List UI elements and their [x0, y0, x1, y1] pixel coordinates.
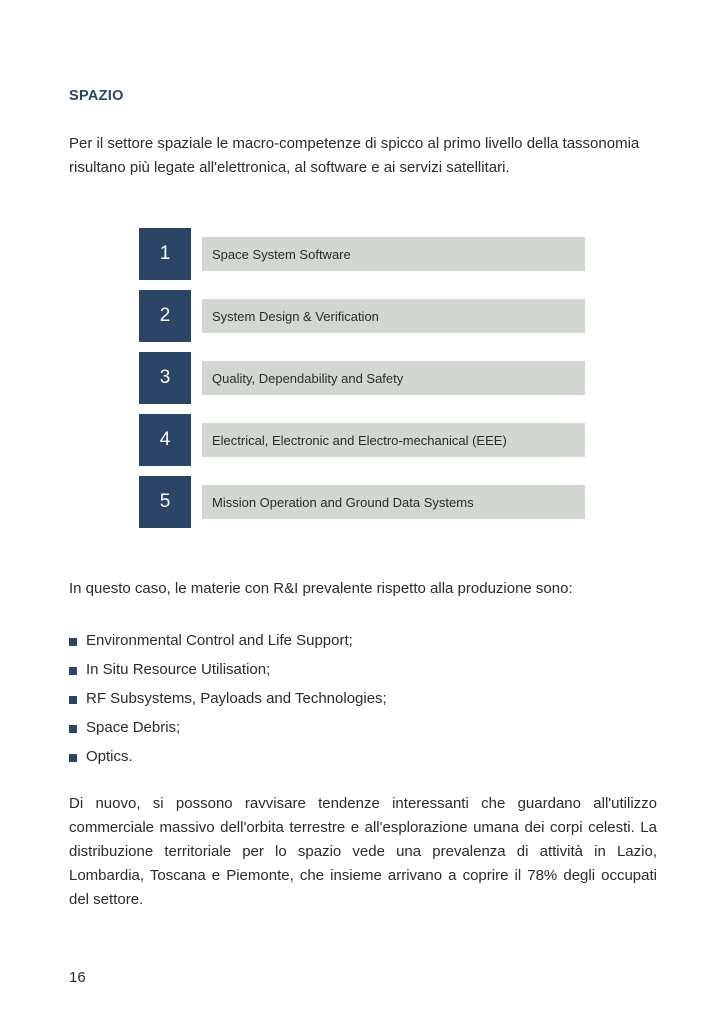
rank-label: Mission Operation and Ground Data Systems: [202, 485, 585, 519]
ranking-item: [139, 228, 585, 280]
ranking-item: [139, 290, 585, 342]
section-heading: SPAZIO: [69, 88, 124, 104]
list-item: [69, 658, 387, 687]
rank-number: 1: [139, 228, 191, 280]
square-bullet-icon: [69, 754, 77, 762]
rank-label: Electrical, Electronic and Electro-mechanical (EEE): [202, 423, 585, 457]
ranking-list: [139, 228, 585, 538]
ranking-item: [139, 352, 585, 404]
square-bullet-icon: [69, 696, 77, 704]
bullet-list: [69, 629, 387, 774]
ranking-item: [139, 414, 585, 466]
list-item-text: RF Subsystems, Payloads and Technologies;: [86, 690, 387, 707]
lead-paragraph: In questo caso, le materie con R&I prevalente rispetto alla produzione sono:: [69, 580, 573, 597]
rank-label: System Design & Verification: [202, 299, 585, 333]
ranking-item: [139, 476, 585, 528]
rank-number: 5: [139, 476, 191, 528]
page-number: 16: [69, 969, 86, 986]
list-item: [69, 629, 387, 658]
rank-number: 2: [139, 290, 191, 342]
rank-label: Space System Software: [202, 237, 585, 271]
square-bullet-icon: [69, 725, 77, 733]
intro-paragraph: Per il settore spaziale le macro-competenze di spicco al primo livello della tassonomia risultano più legate all'elettronica, al software e ai servizi satellitari.: [69, 135, 640, 176]
list-item-text: Environmental Control and Life Support;: [86, 632, 353, 649]
list-item-text: Space Debris;: [86, 719, 181, 736]
rank-number: 4: [139, 414, 191, 466]
list-item-text: Optics.: [86, 748, 133, 765]
list-item: [69, 745, 387, 774]
list-item: [69, 716, 387, 745]
list-item: [69, 687, 387, 716]
square-bullet-icon: [69, 638, 77, 646]
rank-number: 3: [139, 352, 191, 404]
square-bullet-icon: [69, 667, 77, 675]
list-item-text: In Situ Resource Utilisation;: [86, 661, 271, 678]
closing-paragraph: Di nuovo, si possono ravvisare tendenze interessanti che guardano all'utilizzo commerciale massivo dell'orbita terrestre e all'esplorazione umana dei corpi celesti. La distribuzione territoriale per lo spazio vede una prevalenza di attività in Lazio, Lombardia, Toscana e Piemonte, che insieme arrivano a coprire il 78% degli occupati del settore.: [69, 795, 657, 908]
rank-label: Quality, Dependability and Safety: [202, 361, 585, 395]
